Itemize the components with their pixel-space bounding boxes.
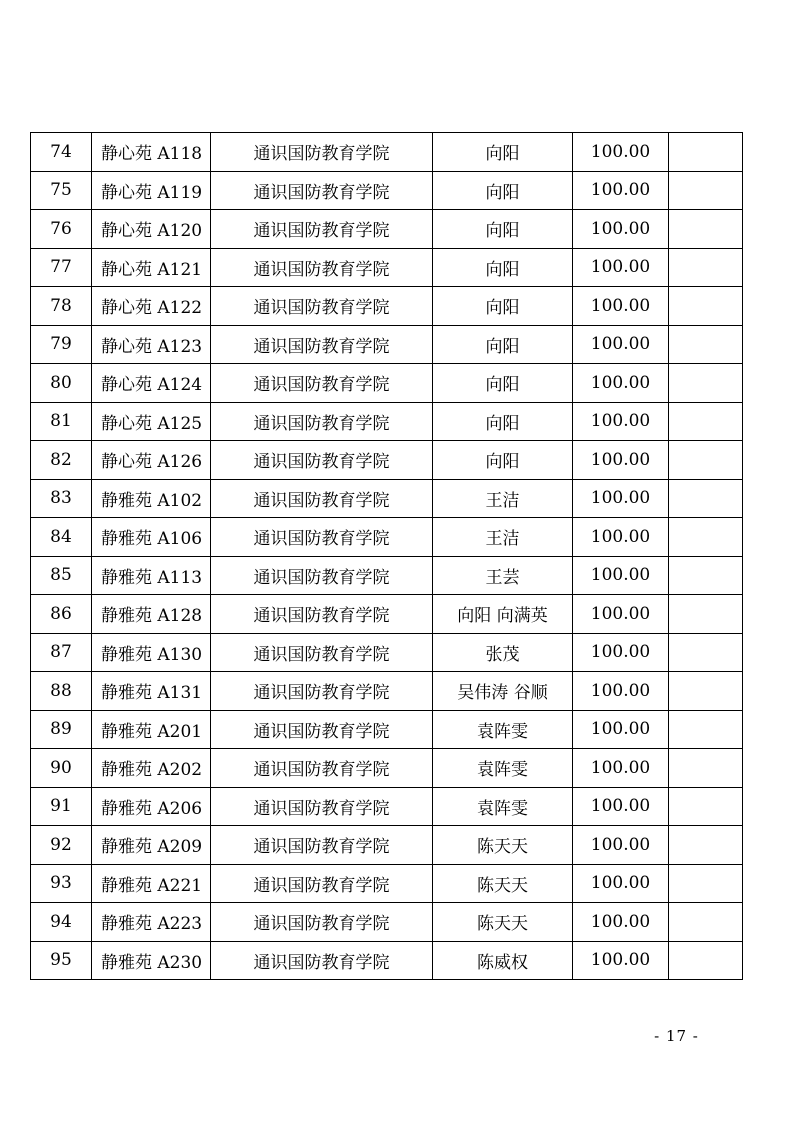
table-row (31, 633, 743, 672)
cell-number: 95 (31, 941, 92, 980)
cell-room: 静心苑 A124 (92, 364, 211, 403)
cell-score: 100.00 (573, 633, 669, 672)
cell-score: 100.00 (573, 556, 669, 595)
cell-note (669, 672, 743, 711)
cell-college: 通识国防教育学院 (211, 595, 433, 634)
cell-room: 静心苑 A119 (92, 171, 211, 210)
cell-score: 100.00 (573, 787, 669, 826)
cell-score: 100.00 (573, 479, 669, 518)
cell-college: 通识国防教育学院 (211, 287, 433, 326)
table-row (31, 826, 743, 865)
cell-person: 张茂 (433, 633, 573, 672)
cell-number: 74 (31, 133, 92, 172)
cell-person: 陈天天 (433, 864, 573, 903)
cell-score: 100.00 (573, 248, 669, 287)
cell-room: 静雅苑 A209 (92, 826, 211, 865)
cell-room: 静雅苑 A223 (92, 903, 211, 942)
cell-number: 75 (31, 171, 92, 210)
table-row (31, 864, 743, 903)
cell-room: 静雅苑 A128 (92, 595, 211, 634)
cell-college: 通识国防教育学院 (211, 171, 433, 210)
cell-number: 85 (31, 556, 92, 595)
table-row (31, 441, 743, 480)
cell-number: 83 (31, 479, 92, 518)
cell-number: 76 (31, 210, 92, 249)
cell-room: 静雅苑 A130 (92, 633, 211, 672)
cell-score: 100.00 (573, 826, 669, 865)
cell-room: 静心苑 A121 (92, 248, 211, 287)
cell-number: 93 (31, 864, 92, 903)
cell-person: 王洁 (433, 518, 573, 557)
table-row (31, 787, 743, 826)
cell-note (669, 364, 743, 403)
cell-college: 通识国防教育学院 (211, 402, 433, 441)
cell-college: 通识国防教育学院 (211, 133, 433, 172)
cell-person: 陈天天 (433, 826, 573, 865)
cell-note (669, 171, 743, 210)
cell-note (669, 133, 743, 172)
cell-college: 通识国防教育学院 (211, 210, 433, 249)
cell-room: 静雅苑 A131 (92, 672, 211, 711)
cell-note (669, 479, 743, 518)
table-row (31, 710, 743, 749)
cell-college: 通识国防教育学院 (211, 710, 433, 749)
cell-college: 通识国防教育学院 (211, 672, 433, 711)
dormitory-score-table (30, 132, 743, 980)
cell-room: 静雅苑 A230 (92, 941, 211, 980)
cell-college: 通识国防教育学院 (211, 787, 433, 826)
cell-note (669, 595, 743, 634)
cell-room: 静雅苑 A102 (92, 479, 211, 518)
cell-college: 通识国防教育学院 (211, 364, 433, 403)
cell-person: 吴伟涛 谷顺 (433, 672, 573, 711)
cell-college: 通识国防教育学院 (211, 864, 433, 903)
cell-number: 81 (31, 402, 92, 441)
page-number (0, 1027, 793, 1045)
cell-number: 87 (31, 633, 92, 672)
cell-person: 袁阵雯 (433, 710, 573, 749)
cell-person: 向阳 向满英 (433, 595, 573, 634)
cell-person: 向阳 (433, 364, 573, 403)
cell-score: 100.00 (573, 941, 669, 980)
cell-person: 王芸 (433, 556, 573, 595)
cell-person: 王洁 (433, 479, 573, 518)
cell-college: 通识国防教育学院 (211, 749, 433, 788)
cell-score: 100.00 (573, 133, 669, 172)
cell-note (669, 248, 743, 287)
cell-note (669, 749, 743, 788)
table-row (31, 556, 743, 595)
cell-person: 向阳 (433, 210, 573, 249)
cell-score: 100.00 (573, 287, 669, 326)
cell-note (669, 710, 743, 749)
table-row (31, 210, 743, 249)
cell-college: 通识国防教育学院 (211, 826, 433, 865)
cell-person: 向阳 (433, 441, 573, 480)
cell-room: 静心苑 A126 (92, 441, 211, 480)
cell-number: 78 (31, 287, 92, 326)
cell-college: 通识国防教育学院 (211, 441, 433, 480)
cell-college: 通识国防教育学院 (211, 633, 433, 672)
cell-score: 100.00 (573, 864, 669, 903)
cell-person: 向阳 (433, 133, 573, 172)
cell-room: 静雅苑 A202 (92, 749, 211, 788)
cell-room: 静心苑 A122 (92, 287, 211, 326)
cell-note (669, 903, 743, 942)
cell-college: 通识国防教育学院 (211, 941, 433, 980)
cell-room: 静雅苑 A106 (92, 518, 211, 557)
page-number-text: - 17 - (654, 1027, 699, 1045)
table-row (31, 287, 743, 326)
cell-person: 向阳 (433, 248, 573, 287)
cell-room: 静雅苑 A221 (92, 864, 211, 903)
cell-person: 向阳 (433, 171, 573, 210)
table-row (31, 402, 743, 441)
cell-person: 向阳 (433, 325, 573, 364)
table-row (31, 325, 743, 364)
cell-room: 静心苑 A118 (92, 133, 211, 172)
table-row (31, 479, 743, 518)
cell-note (669, 210, 743, 249)
cell-note (669, 556, 743, 595)
cell-number: 84 (31, 518, 92, 557)
cell-college: 通识国防教育学院 (211, 325, 433, 364)
table-row (31, 903, 743, 942)
cell-person: 向阳 (433, 287, 573, 326)
table-row (31, 171, 743, 210)
cell-number: 86 (31, 595, 92, 634)
cell-room: 静心苑 A123 (92, 325, 211, 364)
cell-number: 79 (31, 325, 92, 364)
cell-number: 80 (31, 364, 92, 403)
cell-college: 通识国防教育学院 (211, 479, 433, 518)
cell-number: 92 (31, 826, 92, 865)
cell-college: 通识国防教育学院 (211, 903, 433, 942)
cell-number: 82 (31, 441, 92, 480)
cell-person: 陈威权 (433, 941, 573, 980)
table-body (31, 133, 743, 980)
cell-room: 静雅苑 A206 (92, 787, 211, 826)
cell-note (669, 441, 743, 480)
cell-note (669, 518, 743, 557)
cell-note (669, 864, 743, 903)
cell-room: 静雅苑 A113 (92, 556, 211, 595)
cell-note (669, 826, 743, 865)
cell-score: 100.00 (573, 402, 669, 441)
cell-note (669, 402, 743, 441)
cell-number: 89 (31, 710, 92, 749)
cell-number: 90 (31, 749, 92, 788)
cell-note (669, 633, 743, 672)
cell-number: 94 (31, 903, 92, 942)
cell-score: 100.00 (573, 210, 669, 249)
table-row (31, 595, 743, 634)
cell-note (669, 787, 743, 826)
cell-person: 陈天天 (433, 903, 573, 942)
cell-score: 100.00 (573, 171, 669, 210)
cell-note (669, 941, 743, 980)
cell-score: 100.00 (573, 595, 669, 634)
cell-score: 100.00 (573, 710, 669, 749)
cell-score: 100.00 (573, 903, 669, 942)
cell-score: 100.00 (573, 749, 669, 788)
cell-room: 静心苑 A120 (92, 210, 211, 249)
table-row (31, 941, 743, 980)
cell-score: 100.00 (573, 441, 669, 480)
cell-college: 通识国防教育学院 (211, 248, 433, 287)
cell-note (669, 287, 743, 326)
table-row (31, 364, 743, 403)
cell-score: 100.00 (573, 518, 669, 557)
table-row (31, 518, 743, 557)
cell-room: 静雅苑 A201 (92, 710, 211, 749)
cell-score: 100.00 (573, 672, 669, 711)
cell-number: 88 (31, 672, 92, 711)
cell-person: 袁阵雯 (433, 749, 573, 788)
cell-room: 静心苑 A125 (92, 402, 211, 441)
cell-number: 91 (31, 787, 92, 826)
table-row (31, 248, 743, 287)
cell-college: 通识国防教育学院 (211, 556, 433, 595)
cell-person: 向阳 (433, 402, 573, 441)
table-row (31, 672, 743, 711)
cell-college: 通识国防教育学院 (211, 518, 433, 557)
cell-score: 100.00 (573, 364, 669, 403)
table-row (31, 749, 743, 788)
cell-person: 袁阵雯 (433, 787, 573, 826)
cell-number: 77 (31, 248, 92, 287)
cell-note (669, 325, 743, 364)
table-row (31, 133, 743, 172)
cell-score: 100.00 (573, 325, 669, 364)
